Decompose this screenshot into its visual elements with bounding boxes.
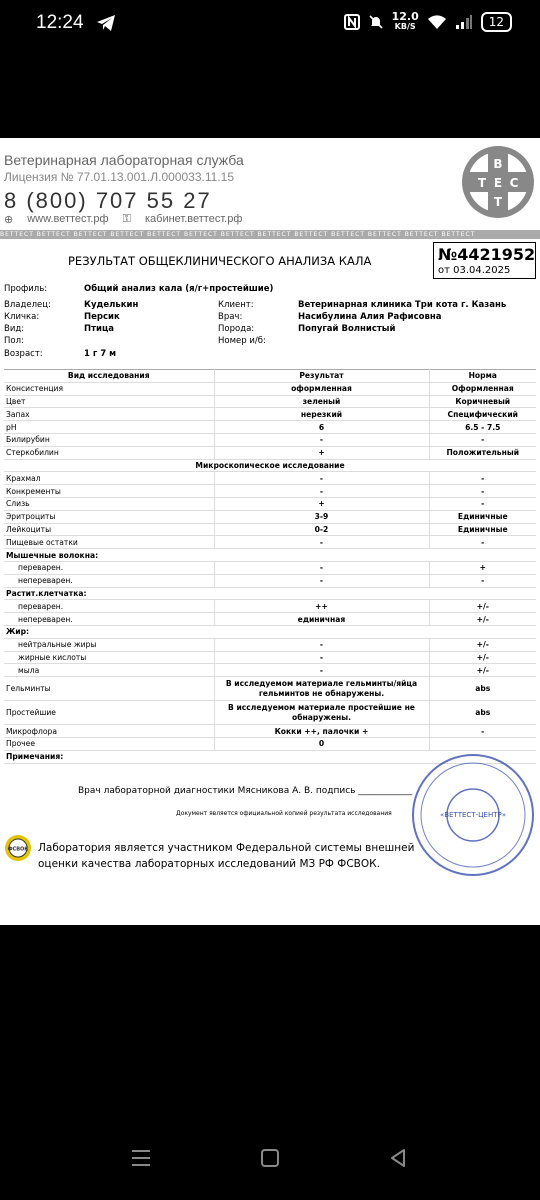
table-row: [4, 725, 536, 738]
test-norm: -: [429, 497, 536, 510]
wifi-icon: [427, 14, 447, 30]
mute-bell-icon: [368, 14, 384, 30]
test-norm: +/-: [429, 613, 536, 626]
test-result: +: [214, 497, 429, 510]
results-table: [4, 369, 536, 764]
test-norm: Специфический: [429, 408, 536, 421]
svg-text:Т: Т: [477, 176, 487, 190]
status-bar: [0, 0, 540, 48]
svg-text:ФСВОК: ФСВОК: [7, 846, 29, 853]
recent-apps-icon[interactable]: [130, 1148, 152, 1168]
status-time: 12:24: [36, 12, 84, 33]
table-row: [4, 408, 536, 421]
test-norm: -: [429, 433, 536, 446]
table-row: [4, 651, 536, 664]
test-name: Слизь: [4, 497, 214, 510]
test-norm: Оформленная: [429, 382, 536, 395]
group-row: [4, 549, 536, 562]
fsvok-logo-icon: [4, 834, 32, 862]
test-result: нерезкий: [214, 408, 429, 421]
test-result: Кокки ++, палочки +: [214, 725, 429, 738]
test-name: Билирубин: [4, 433, 214, 446]
test-name: мыла: [4, 664, 214, 677]
network-speed: 12.0 KB/S: [391, 10, 419, 31]
test-result: В исследуемом материале гельминты/яйца гельминтов не обнаружены.: [214, 677, 429, 701]
test-norm: -: [429, 472, 536, 485]
report-number-box: [433, 242, 536, 279]
table-row: [4, 561, 536, 574]
table-row: [4, 701, 536, 725]
site-link: www.веттест.рф: [27, 213, 109, 225]
nick-value: Персик: [84, 312, 120, 322]
table-row: [4, 677, 536, 701]
telegram-icon: [96, 14, 116, 32]
battery-indicator: 12: [481, 12, 512, 32]
test-name: Консистенция: [4, 382, 214, 395]
test-result: 6: [214, 421, 429, 434]
test-norm: Единичные: [429, 523, 536, 536]
test-result: -: [214, 664, 429, 677]
table-row: [4, 536, 536, 549]
table-row: [4, 497, 536, 510]
section-title: Микроскопическое исследование: [4, 459, 536, 472]
test-result: оформленная: [214, 382, 429, 395]
test-name: Запах: [4, 408, 214, 421]
test-norm: Коричневый: [429, 395, 536, 408]
test-norm: abs: [429, 701, 536, 725]
test-result: 0: [214, 737, 429, 750]
websites: [4, 213, 242, 226]
test-norm: +: [429, 561, 536, 574]
test-norm: +/-: [429, 638, 536, 651]
test-name: непереварен.: [4, 574, 214, 587]
table-row: [4, 638, 536, 651]
table-row: [4, 600, 536, 613]
column-header: Результат: [214, 370, 429, 383]
sex-label: Пол:: [4, 336, 24, 346]
test-result: -: [214, 574, 429, 587]
test-name: переварен.: [4, 561, 214, 574]
svg-text:С: С: [509, 176, 519, 190]
group-title: Мышечные волокна:: [4, 549, 536, 562]
table-row: [4, 613, 536, 626]
back-icon[interactable]: [388, 1148, 408, 1168]
section-row: [4, 459, 536, 472]
test-result: 0-2: [214, 523, 429, 536]
test-result: -: [214, 651, 429, 664]
table-row: [4, 523, 536, 536]
report-title: РЕЗУЛЬТАТ ОБЩЕКЛИНИЧЕСКОГО АНАЛИЗА КАЛА: [68, 254, 372, 268]
test-name: Конкременты: [4, 485, 214, 498]
test-norm: -: [429, 725, 536, 738]
doctor-signature: Врач лабораторной диагностики Мясникова А. В. подпись ____________: [78, 786, 413, 796]
test-result: -: [214, 433, 429, 446]
test-name: Лейкоциты: [4, 523, 214, 536]
breed-label: Порода:: [218, 324, 255, 334]
table-row: [4, 664, 536, 677]
table-row: [4, 433, 536, 446]
test-name: Простейшие: [4, 701, 214, 725]
table-row: [4, 510, 536, 523]
navigation-bar: [0, 1120, 540, 1200]
test-norm: +/-: [429, 651, 536, 664]
age-value: 1 г 7 м: [84, 349, 117, 359]
test-result: -: [214, 561, 429, 574]
svg-text:В: В: [493, 157, 503, 171]
table-row: [4, 382, 536, 395]
lab-name: Ветеринарная лабораторная служба: [4, 152, 244, 168]
test-result: -: [214, 638, 429, 651]
test-norm: 6.5 - 7.5: [429, 421, 536, 434]
cabinet-link: кабинет.веттест.рф: [144, 213, 243, 225]
status-icons: [344, 12, 512, 32]
table-row: [4, 446, 536, 459]
test-result: 3-9: [214, 510, 429, 523]
test-result: -: [214, 472, 429, 485]
test-name: Микрофлора: [4, 725, 214, 738]
table-row: [4, 421, 536, 434]
home-icon[interactable]: [260, 1148, 280, 1168]
table-row: [4, 485, 536, 498]
lab-report-document[interactable]: [0, 138, 540, 925]
test-name: непереварен.: [4, 613, 214, 626]
test-norm: +/-: [429, 600, 536, 613]
test-result: ++: [214, 600, 429, 613]
test-name: pH: [4, 421, 214, 434]
test-name: Гельминты: [4, 677, 214, 701]
svg-text:Е: Е: [493, 176, 503, 190]
test-norm: Положительный: [429, 446, 536, 459]
official-copy-note: Документ является официальной копией результата исследования: [176, 810, 392, 817]
nfc-icon: [344, 14, 360, 30]
group-row: [4, 587, 536, 600]
test-name: нейтральные жиры: [4, 638, 214, 651]
profile-value: Общий анализ кала (я/г+простейшие): [84, 284, 274, 294]
group-title: Примечания:: [4, 750, 536, 763]
test-result: -: [214, 485, 429, 498]
table-row: [4, 472, 536, 485]
test-name: Пищевые остатки: [4, 536, 214, 549]
test-name: Стеркобилин: [4, 446, 214, 459]
species-value: Птица: [84, 324, 115, 334]
test-norm: [429, 737, 536, 750]
species-label: Вид:: [4, 324, 25, 334]
test-name: переварен.: [4, 600, 214, 613]
group-row: [4, 625, 536, 638]
test-norm: +/-: [429, 664, 536, 677]
breed-value: Попугай Волнистый: [298, 324, 396, 334]
table-row: [4, 574, 536, 587]
brand-stripe: ВЕТТЕСТ ВЕТТЕСТ ВЕТТЕСТ ВЕТТЕСТ ВЕТТЕСТ ВЕТТЕСТ ВЕТТЕСТ ВЕТТЕСТ ВЕТТЕСТ ВЕТТЕСТ ВЕТТЕСТ ВЕТТЕСТ ВЕТТЕСТ: [0, 230, 540, 239]
doctor-value: Насибулина Алия Рафисовна: [298, 312, 442, 322]
test-name: Эритроциты: [4, 510, 214, 523]
client-label: Клиент:: [218, 300, 254, 310]
stamp-seal-icon: [410, 752, 536, 878]
svg-text:Т: Т: [493, 195, 503, 209]
test-name: Цвет: [4, 395, 214, 408]
profile-label: Профиль:: [4, 284, 48, 294]
column-header: Вид исследования: [4, 370, 214, 383]
key-icon: ⚿: [122, 213, 131, 225]
client-value: Ветеринарная клиника Три кота г. Казань: [298, 300, 507, 310]
svg-text:«ВЕТТЕСТ-ЦЕНТР»: «ВЕТТЕСТ-ЦЕНТР»: [439, 811, 507, 819]
doctor-label: Врач:: [218, 312, 243, 322]
test-result: зеленый: [214, 395, 429, 408]
test-norm: abs: [429, 677, 536, 701]
table-row: [4, 395, 536, 408]
test-result: В исследуемом материале простейшие не обнаружены.: [214, 701, 429, 725]
column-header: Норма: [429, 370, 536, 383]
table-row: [4, 737, 536, 750]
test-norm: -: [429, 485, 536, 498]
globe-icon: ⊕: [4, 214, 14, 226]
test-result: единичная: [214, 613, 429, 626]
test-norm: Единичные: [429, 510, 536, 523]
nick-label: Кличка:: [4, 312, 40, 322]
owner-value: Куделькин: [84, 300, 139, 310]
phone-number: 8 (800) 707 55 27: [4, 188, 212, 213]
test-norm: -: [429, 574, 536, 587]
license-number: Лицензия № 77.01.13.001.Л.000033.11.15: [4, 170, 234, 184]
table-header-row: [4, 370, 536, 383]
group-title: Растит.клетчатка:: [4, 587, 536, 600]
signal-icon: [455, 14, 473, 30]
test-name: Крахмал: [4, 472, 214, 485]
age-label: Возраст:: [4, 349, 43, 359]
test-name: жирные кислоты: [4, 651, 214, 664]
fsvok-text: Лаборатория является участником Федеральной системы внешней оценки качества лабораторных исследований МЗ РФ ФСВОК.: [38, 842, 415, 870]
owner-label: Владелец:: [4, 300, 51, 310]
vettest-logo-icon: [460, 144, 536, 220]
report-date: от 03.04.2025: [438, 265, 511, 276]
test-norm: -: [429, 536, 536, 549]
test-result: -: [214, 536, 429, 549]
group-title: Жир:: [4, 625, 536, 638]
test-name: Прочее: [4, 737, 214, 750]
report-number: №4421952: [438, 245, 536, 264]
id-label: Номер и/б:: [218, 336, 266, 346]
test-result: +: [214, 446, 429, 459]
